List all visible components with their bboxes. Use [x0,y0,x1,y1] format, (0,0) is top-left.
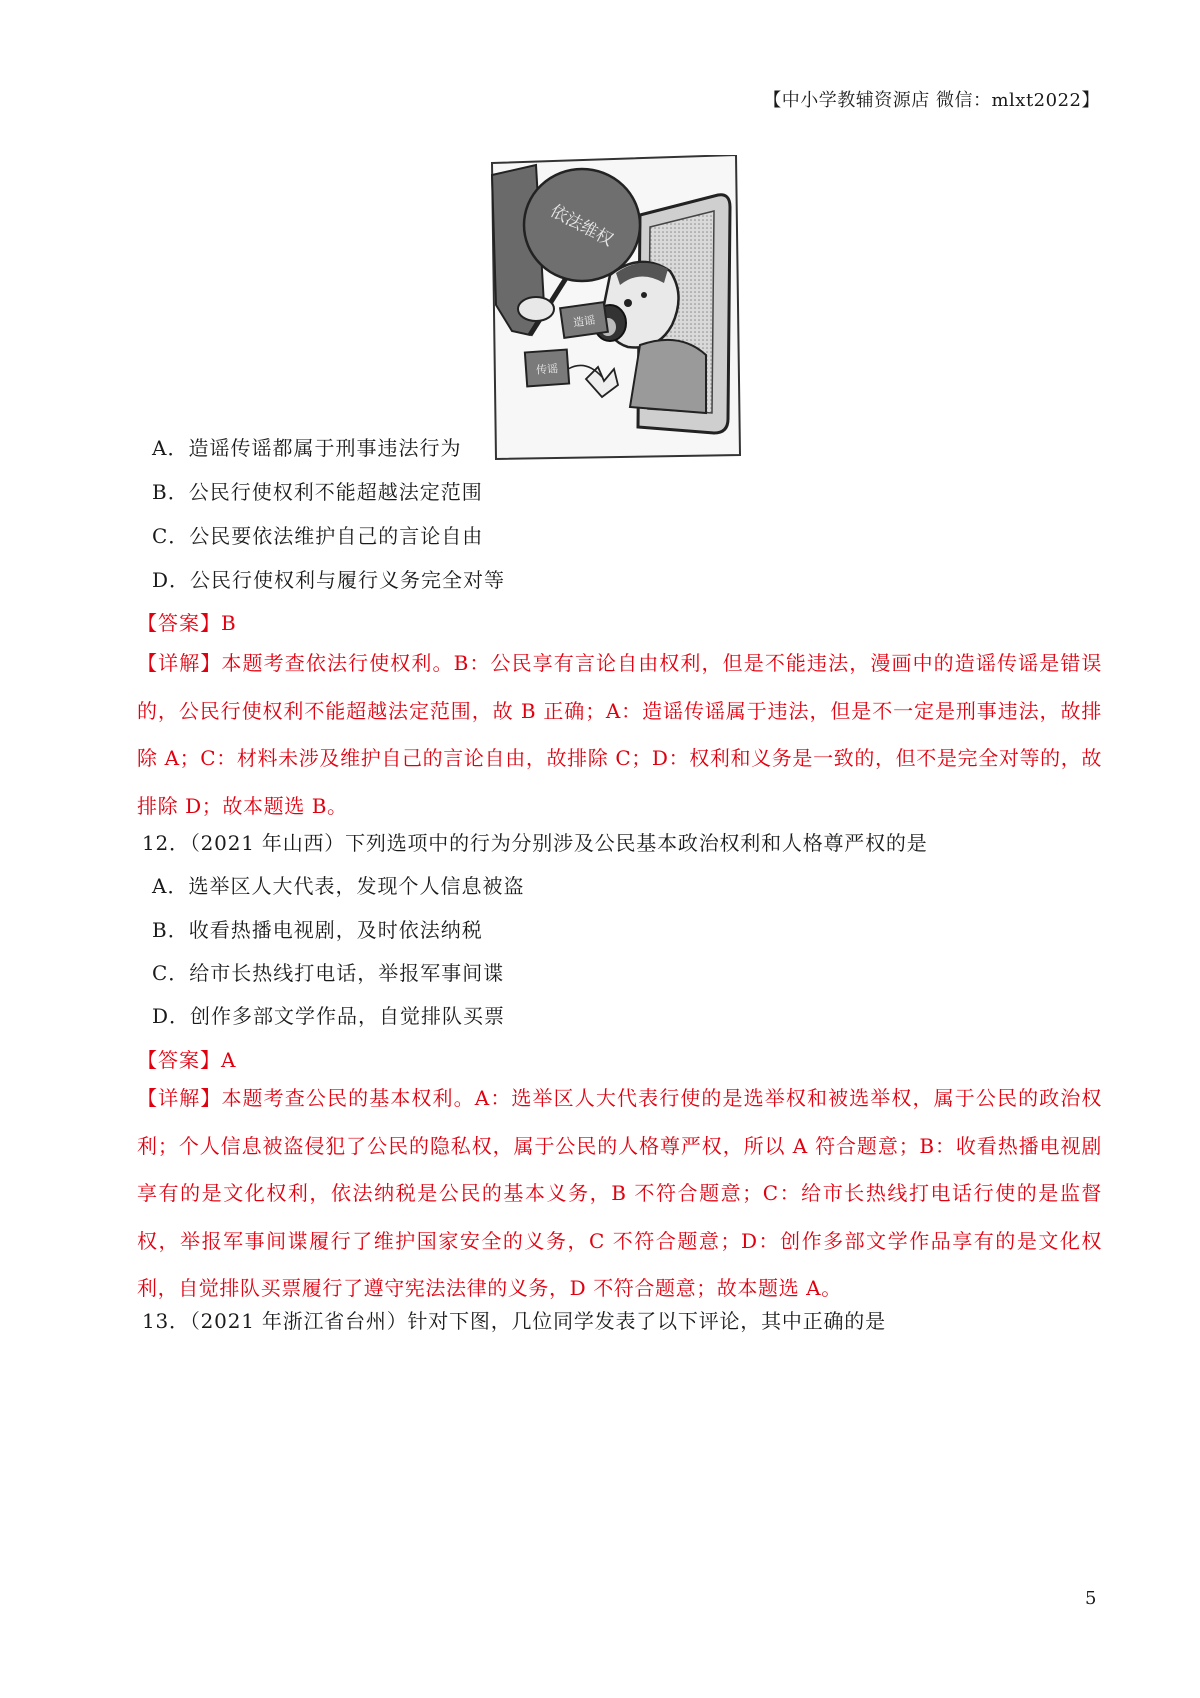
q11-option-c: C．公民要依法维护自己的言论自由 [152,524,484,548]
tag-rumor-spread: 传谣 [535,362,559,377]
q11-option-b: B．公民行使权利不能超越法定范围 [152,480,483,504]
tag-rumor-make: 造谣 [572,313,597,330]
q12-option-a: A．选举区人大代表，发现个人信息被盗 [152,874,525,898]
q12-detail: 【详解】本题考查公民的基本权利。A：选举区人大代表行使的是选举权和被选举权，属于公民的政治权利；个人信息被盗侵犯了公民的隐私权，属于公民的人格尊严权，所以 A 符合题意；B：收看热播电视剧享有的是文化权利，依法纳税是公民的基本义务，B 不符合题意；C：给市长热线打电话行使的是监督权，举报军事间谍履行了维护国家安全的义务，C 不符合题意；D：创作多部文学作品享有的是文化权利，自觉排队买票履行了遵守宪法法律的义务，D 不符合题意；故本题选 A。 [137,1086,1102,1300]
page-number: 5 [1085,1588,1097,1609]
q12-answer: 【答案】A [137,1048,237,1072]
sign-text: 依法维权 [546,201,617,251]
q12-option-c: C．给市长热线打电话，举报军事间谍 [152,961,505,985]
q11-option-d: D．公民行使权利与履行义务完全对等 [152,568,506,592]
q11-detail: 【详解】本题考查依法行使权利。B：公民享有言论自由权利，但是不能违法，漫画中的造谣传谣是错误的，公民行使权利不能超越法定范围，故 B 正确；A：造谣传谣属于违法，但是不一定是刑事违法，故排除 A；C：材料未涉及维护自己的言论自由，故排除 C；D：权利和义务是一致的，但不是完全对等的，故排除 D；故本题选 B。 [137,651,1102,818]
header-watermark: 【中小学教辅资源店 微信：mlxt2022】 [763,90,1100,111]
q13-stem: 13．（2021 年浙江省台州）针对下图，几位同学发表了以下评论，其中正确的是 [142,1309,886,1333]
q12-option-d: D．创作多部文学作品，自觉排队买票 [152,1004,506,1028]
q11-answer: 【答案】B [137,611,237,635]
cartoon-illustration [490,155,742,461]
q12-option-b: B．收看热播电视剧，及时依法纳税 [152,918,483,942]
cartoon-drawing [490,155,742,461]
q12-stem: 12．（2021 年山西）下列选项中的行为分别涉及公民基本政治权利和人格尊严权的是 [142,831,928,855]
q11-option-a: A．造谣传谣都属于刑事违法行为 [152,436,462,460]
